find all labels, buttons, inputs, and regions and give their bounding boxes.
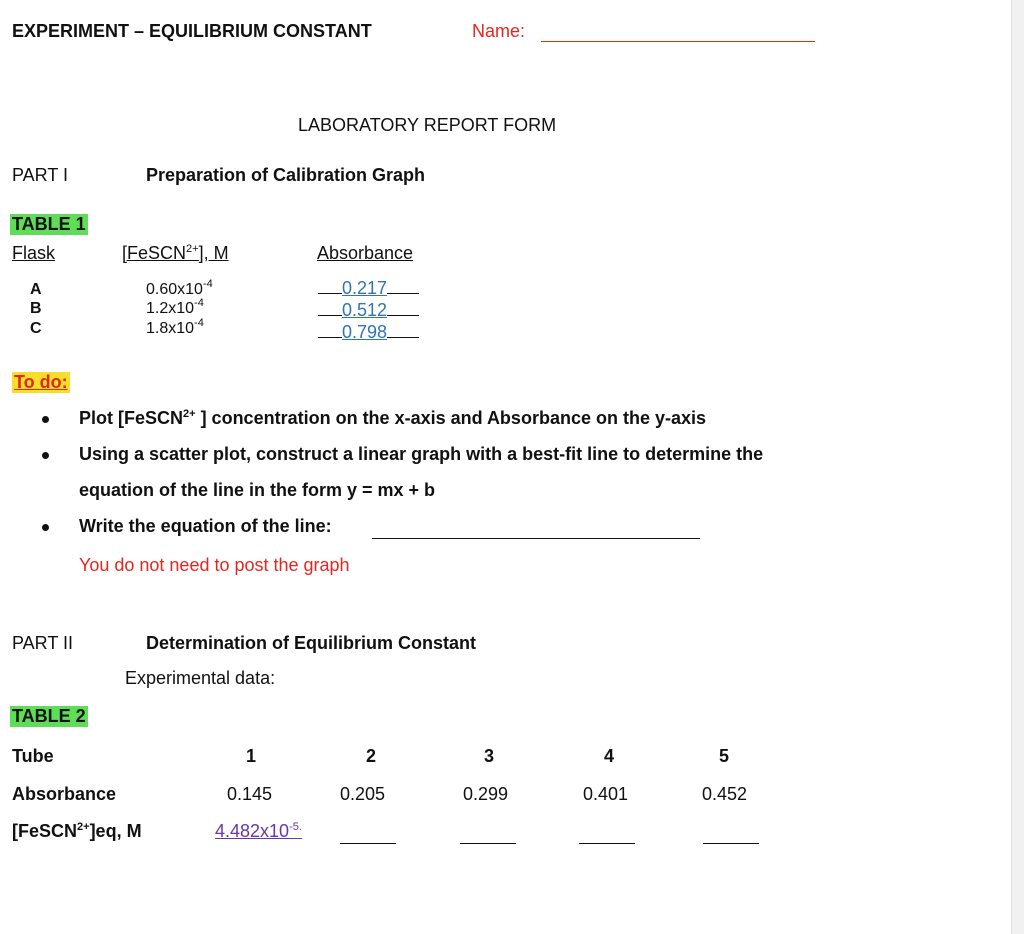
table1-conc-a: $0.60x10^{-4}$ [146, 278, 213, 298]
table2-tube-3: 3 [484, 746, 495, 766]
vertical-scrollbar[interactable] [1011, 0, 1024, 934]
table1-col-flask: Flask [12, 243, 56, 263]
table2-tube-2: 2 [366, 746, 377, 766]
table2-tube-1: 1 [246, 746, 257, 766]
table1-col-absorbance: Absorbance [317, 243, 414, 263]
table2-row-tube-label: Tube [12, 746, 54, 766]
table2-abs-4: 0.401 [583, 784, 629, 804]
table1-flask-b: B [30, 300, 42, 317]
bullet-icon [42, 524, 49, 531]
document-title: EXPERIMENT – EQUILIBRIUM CONSTANT [12, 21, 372, 41]
form-title: LABORATORY REPORT FORM [298, 115, 557, 135]
todo-note: You do not need to post the graph [79, 555, 350, 575]
table2-abs-5: 0.452 [702, 784, 748, 804]
equation-answer-field[interactable] [372, 538, 700, 539]
table2-conc-2-field[interactable] [340, 843, 396, 844]
table2-abs-1: 0.145 [227, 784, 273, 804]
table2-abs-2: 0.205 [340, 784, 386, 804]
table1-abs-b[interactable]: 0.512 [318, 300, 419, 321]
todo-item-plot: Plot [FeSCN$^{2+}$ ] concentration on the x-axis and Absorbance on the y-axis [79, 408, 706, 428]
table1-abs-a[interactable]: 0.217 [318, 278, 419, 299]
part1-label: PART I [12, 165, 69, 185]
table2-row-absorbance-label: Absorbance [12, 784, 117, 804]
table2-abs-3: 0.299 [463, 784, 509, 804]
table1-conc-c: $1.8x10^{-4}$ [146, 317, 204, 337]
table2-label: TABLE 2 [12, 706, 86, 726]
bullet-icon [42, 452, 49, 459]
table1-label: TABLE 1 [12, 214, 86, 234]
part1-heading: Preparation of Calibration Graph [146, 165, 426, 185]
part2-subheading: Experimental data: [125, 668, 276, 688]
part2-heading: Determination of Equilibrium Constant [146, 633, 477, 653]
table1-col-concentration: [FeSCN$^{2+}$], M [122, 243, 229, 263]
table1-flask-c: C [30, 320, 42, 337]
bullet-icon [42, 416, 49, 423]
part2-label: PART II [12, 633, 74, 653]
table2-row-conc-label: [FeSCN$^{2+}$]eq, M [12, 821, 142, 841]
todo-item-scatter-line2: equation of the line in the form y = mx + b [79, 480, 436, 500]
todo-item-scatter-line1: Using a scatter plot, construct a linear graph with a best-fit line to determine the [79, 444, 764, 464]
todo-item-equation: Write the equation of the line: [79, 516, 332, 536]
table2-conc-4-field[interactable] [579, 843, 635, 844]
table2-conc-5-field[interactable] [703, 843, 759, 844]
name-field[interactable] [541, 41, 815, 42]
table2-tube-5: 5 [719, 746, 730, 766]
table2-tube-4: 4 [604, 746, 615, 766]
table2-conc-1[interactable]: $4.482x10^{-5.}$ [215, 821, 302, 841]
table1-abs-c[interactable]: 0.798 [318, 322, 419, 343]
table1-conc-b: $1.2x10^{-4}$ [146, 297, 204, 317]
table1-flask-a: A [30, 281, 42, 298]
table2-conc-3-field[interactable] [460, 843, 516, 844]
name-label: Name: [472, 21, 526, 41]
todo-label: To do: [14, 372, 68, 392]
